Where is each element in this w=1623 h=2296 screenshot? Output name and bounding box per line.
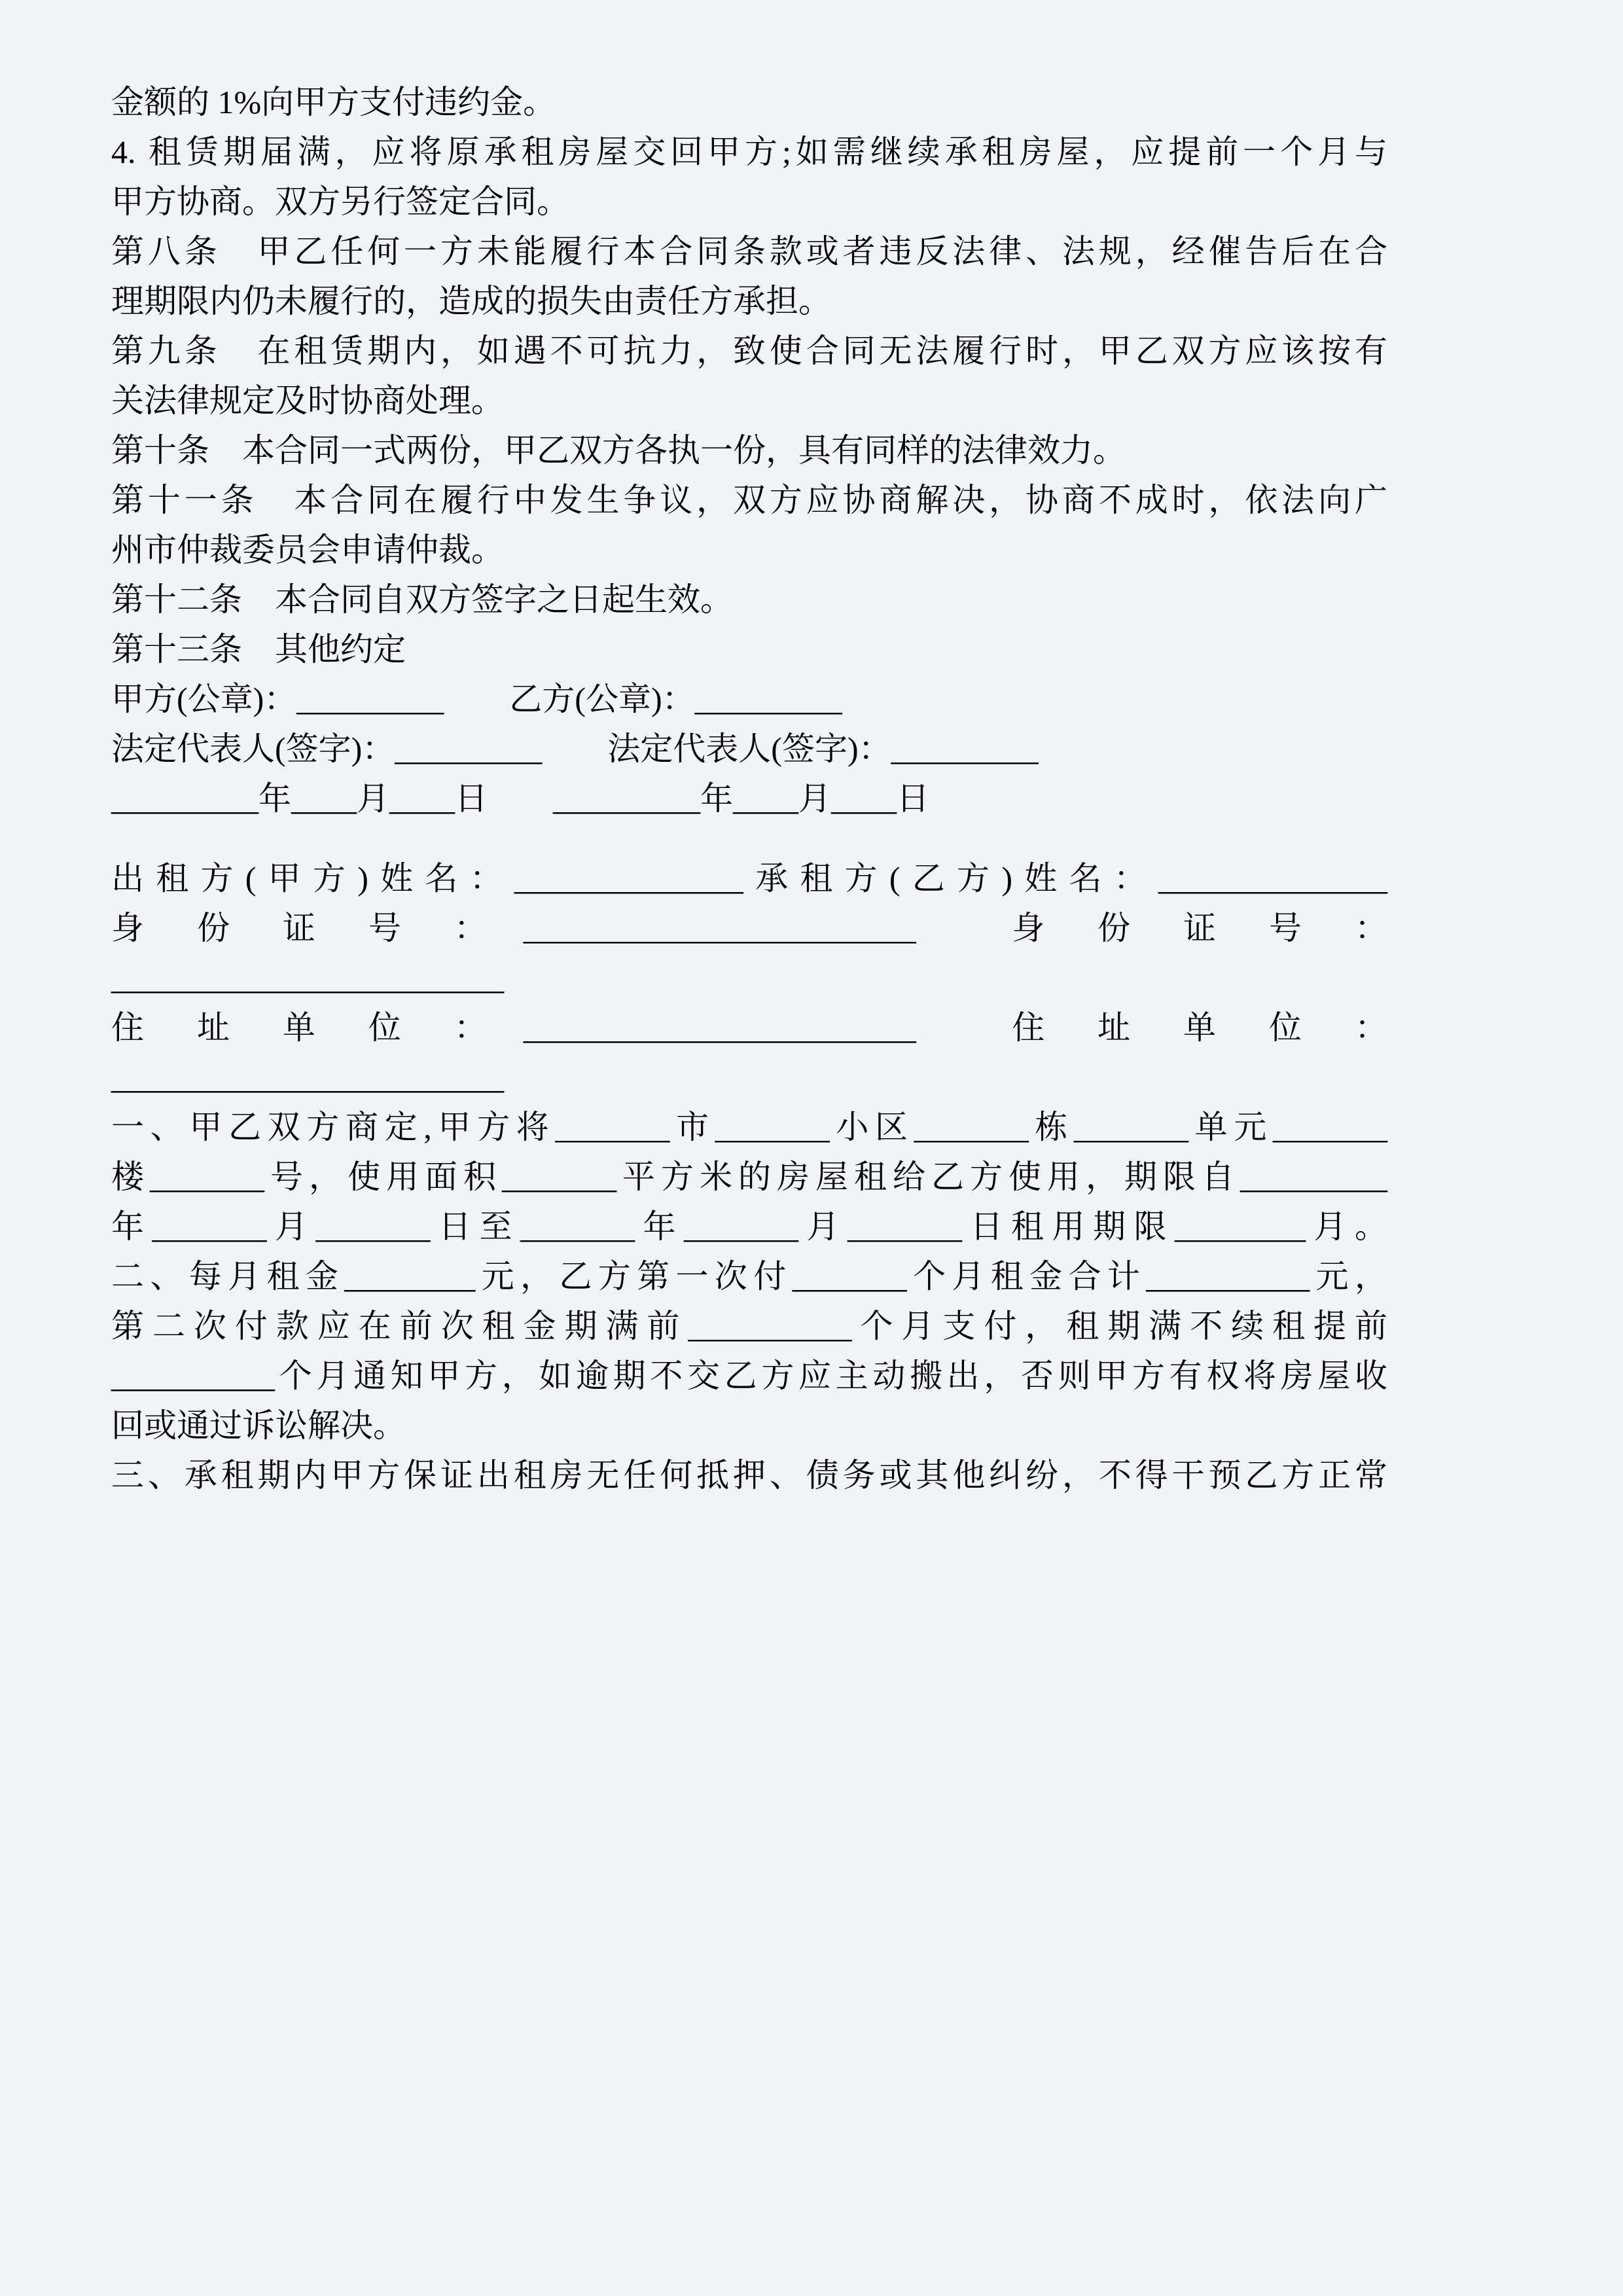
doc-line-lessor-lessee-names: 出租方(甲方)姓名：______________承租方(乙方)姓名：______________ bbox=[111, 860, 1387, 897]
doc-line-clause-8-continued: 理期限内仍未履行的，造成的损失由责任方承担。 bbox=[111, 283, 831, 319]
doc-line-clause-10: 第十条 本合同一式两份，甲乙双方各执一份，具有同样的法律效力。 bbox=[111, 432, 1126, 469]
doc-line-term2-notice: __________个月通知甲方，如逾期不交乙方应主动搬出，否则甲方有权将房屋收 bbox=[111, 1357, 1387, 1394]
doc-line-clause-12: 第十二条 本合同自双方签字之日起生效。 bbox=[111, 581, 733, 618]
doc-line-clause-9: 第九条 在租赁期内，如遇不可抗力，致使合同无法履行时，甲乙双方应该按有 bbox=[111, 332, 1387, 369]
doc-line-term2-end: 回或通过诉讼解决。 bbox=[111, 1407, 406, 1444]
doc-line-id-number-blank: ________________________ bbox=[111, 960, 504, 996]
doc-line-clause-8: 第八条 甲乙任何一方未能履行本合同条款或者违反法律、法规，经催告后在合 bbox=[111, 233, 1387, 270]
doc-line-item4-continued: 甲方协商。双方另行签定合同。 bbox=[111, 183, 569, 220]
section-gap bbox=[111, 823, 1387, 853]
doc-line-penalty-amount: 金额的 1%向甲方支付违约金。 bbox=[111, 84, 556, 120]
doc-line-term1-location: 一、甲乙双方商定,甲方将_______市_______小区_______栋_______单元_______ bbox=[111, 1109, 1387, 1145]
doc-line-party-seals: 甲方(公章)：_________ 乙方(公章)：_________ bbox=[111, 681, 842, 717]
doc-line-term2-rent: 二、每月租金________元，乙方第一次付_______个月租金合计__________元， bbox=[111, 1258, 1387, 1295]
doc-line-clause-11: 第十一条 本合同在履行中发生争议，双方应协商解决，协商不成时，依法向广 bbox=[111, 482, 1387, 518]
doc-line-clause-13: 第十三条 其他约定 bbox=[111, 631, 406, 668]
doc-line-id-number-labels: 身 份 证 号 ： ________________________ 身 份 证 号 ： bbox=[111, 910, 1387, 946]
doc-line-term3-guarantee: 三、承租期内甲方保证出租房无任何抵押、债务或其他纠纷，不得干预乙方正常 bbox=[111, 1457, 1387, 1494]
contract-document-body bbox=[111, 77, 1387, 1500]
doc-line-clause-11-continued: 州市仲裁委员会申请仲裁。 bbox=[111, 531, 504, 568]
doc-line-date-blanks: _________年____月____日 _________年____月____日 bbox=[111, 780, 929, 817]
doc-line-term1-dates: 年_______月_______日至_______年_______月_______日租用期限________月。 bbox=[111, 1208, 1387, 1245]
doc-line-address-blank: ________________________ bbox=[111, 1059, 504, 1096]
doc-line-address-labels: 住 址 单 位 ： ________________________ 住 址 单 位 ： bbox=[111, 1009, 1387, 1046]
doc-line-item4-return-house: 4. 租赁期届满，应将原承租房屋交回甲方;如需继续承租房屋，应提前一个月与 bbox=[111, 134, 1387, 170]
doc-line-legal-rep-signatures: 法定代表人(签字)：_________ 法定代表人(签字)：_________ bbox=[111, 730, 1039, 767]
doc-line-clause-9-continued: 关法律规定及时协商处理。 bbox=[111, 382, 504, 419]
doc-line-term1-area: 楼_______号，使用面积_______平方米的房屋租给乙方使用，期限自_________ bbox=[111, 1158, 1387, 1195]
doc-line-term2-payment: 第二次付款应在前次租金期满前__________个月支付，租期满不续租提前 bbox=[111, 1308, 1387, 1344]
